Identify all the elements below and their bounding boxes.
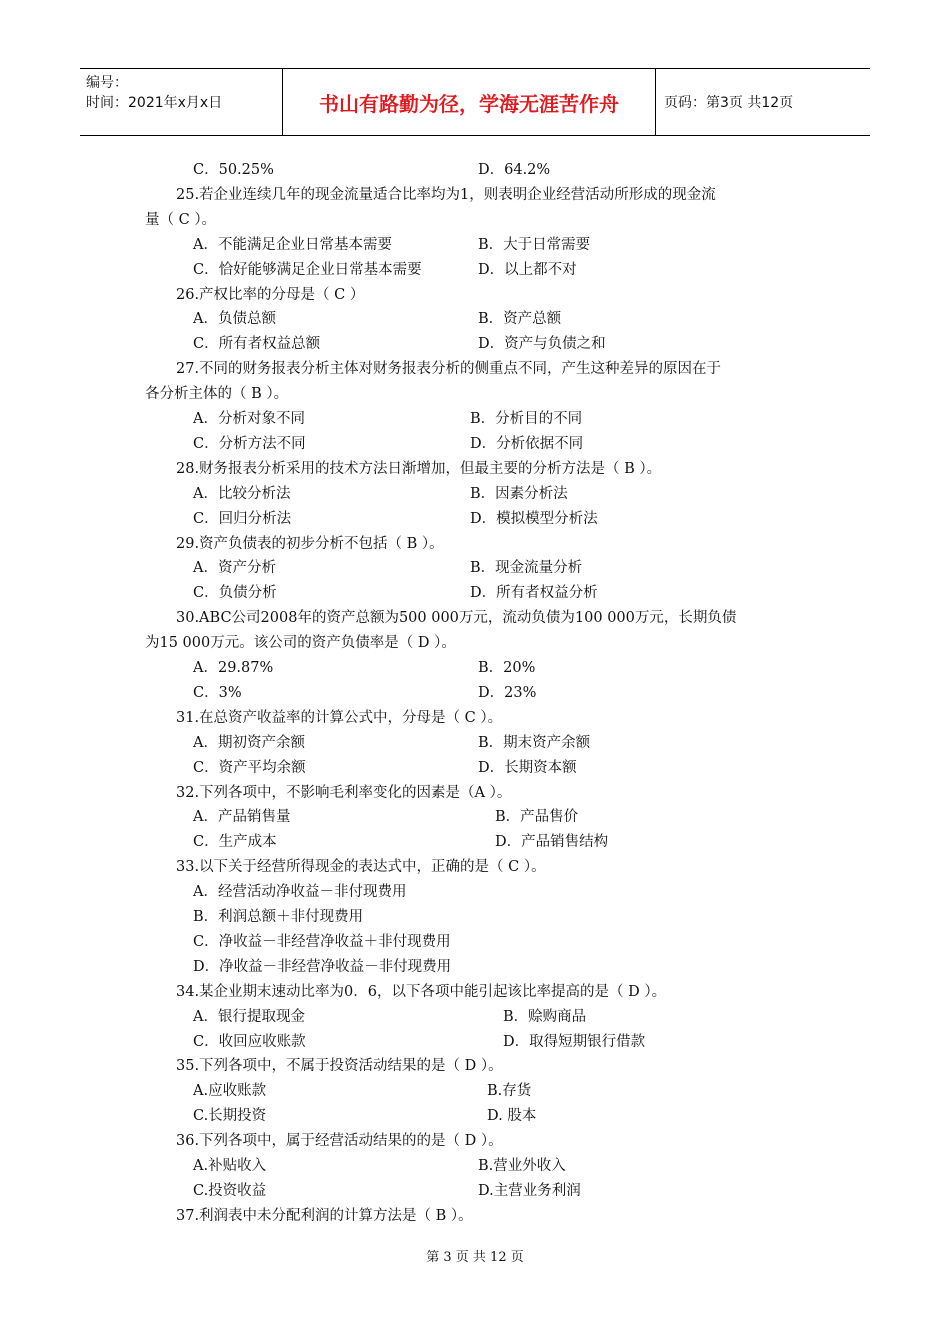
option-left: C.投资收益 <box>193 1182 267 1199</box>
option-right: B．赊购商品 <box>503 1008 587 1025</box>
option-right: D．资产与负债之和 <box>478 336 606 353</box>
option-right: B．分析目的不同 <box>470 411 583 427</box>
answer-options-row <box>0 1104 950 1129</box>
option-right: B．期末资产余额 <box>478 734 591 751</box>
option-left: C．所有者权益总额 <box>193 336 321 353</box>
answer-options-row <box>0 432 950 457</box>
document-date-label: 时间：2021年x月x日 <box>86 95 223 111</box>
answer-options-row <box>0 930 950 955</box>
option-left: A．银行提取现金 <box>193 1008 305 1025</box>
option-left: C.长期投资 <box>193 1108 267 1125</box>
option-right: B．大于日常需要 <box>478 236 591 253</box>
option-left: A．经营活动净收益－非付现费用 <box>193 884 407 901</box>
question-text: 36.下列各项中，属于经营活动结果的的是（ D ）。 <box>176 1133 503 1150</box>
answer-options-row <box>0 955 950 980</box>
option-right: D．模拟模型分析法 <box>470 510 598 527</box>
answer-options-row <box>0 407 950 432</box>
option-right: D．所有者权益分析 <box>470 585 598 602</box>
answer-options-row <box>0 581 950 606</box>
option-left: A．负债总额 <box>193 311 276 328</box>
answer-options-row <box>0 805 950 830</box>
option-left: C．回归分析法 <box>193 510 292 527</box>
question-text: 26.产权比率的分母是（ C ） <box>176 286 365 303</box>
question-text: 34.某企业期末速动比率为0．6，以下各项中能引起该比率提高的是（ D ）。 <box>176 983 667 1000</box>
answer-options-row <box>0 507 950 532</box>
question-text: 30.ABC公司2008年的资产总额为500 000万元，流动负债为100 000万元，长期负债 <box>176 610 737 627</box>
question-stem <box>0 283 950 308</box>
option-left: B．利润总额＋非付现费用 <box>193 909 364 925</box>
question-text: 32.下列各项中，不影响毛利率变化的因素是（A ）。 <box>176 784 512 801</box>
option-left: C．3% <box>193 684 242 701</box>
answer-options-row <box>0 1030 950 1055</box>
question-stem <box>0 1204 950 1229</box>
option-right: D．64.2% <box>478 162 551 178</box>
option-right: D. 股本 <box>487 1108 537 1125</box>
option-left: C．净收益－非经营净收益＋非付现费用 <box>193 933 451 950</box>
page-footer: 第 3 页 共 12 页 <box>426 1250 524 1265</box>
option-right: B.存货 <box>487 1083 532 1100</box>
option-left: A．产品销售量 <box>193 809 291 826</box>
header-meta <box>80 69 283 135</box>
question-stem <box>0 1129 950 1154</box>
option-right: D．取得短期银行借款 <box>503 1033 646 1050</box>
option-left: A．资产分析 <box>193 560 276 577</box>
question-stem <box>0 357 950 382</box>
answer-options-row <box>0 681 950 706</box>
option-left: A.补贴收入 <box>193 1158 267 1174</box>
question-continuation <box>0 631 950 656</box>
option-right: B．资产总额 <box>478 311 562 328</box>
question-stem <box>0 706 950 731</box>
option-right: D．长期资本额 <box>478 759 577 776</box>
question-text-continued: 为15 000万元。该公司的资产负债率是（ D ）。 <box>145 635 456 652</box>
option-left: A．不能满足企业日常基本需要 <box>193 236 392 253</box>
answer-options-row <box>0 656 950 681</box>
option-left: C．50.25% <box>193 162 274 178</box>
question-stem <box>0 606 950 631</box>
answer-options-row <box>0 1005 950 1030</box>
question-stem <box>0 1054 950 1079</box>
question-stem <box>0 457 950 482</box>
option-right: D．以上都不对 <box>478 261 577 278</box>
question-stem <box>0 183 950 208</box>
answer-options-row <box>0 307 950 332</box>
option-right: D.主营业务利润 <box>478 1182 581 1199</box>
question-text: 25.若企业连续几年的现金流量适合比率均为1，则表明企业经营活动所形成的现金流 <box>176 186 716 203</box>
question-text: 27.不同的财务报表分析主体对财务报表分析的侧重点不同，产生这种差异的原因在于 <box>176 361 722 378</box>
header-page-number: 页码：第3页 共12页 <box>664 95 794 111</box>
answer-options-row <box>0 731 950 756</box>
answer-options-row <box>0 880 950 905</box>
question-stem <box>0 781 950 806</box>
answer-options-row <box>0 556 950 581</box>
answer-options-row <box>0 482 950 507</box>
answer-options-row <box>0 1179 950 1204</box>
question-text-continued: 量（ C ）。 <box>145 211 217 228</box>
answer-options-row <box>0 1079 950 1104</box>
option-left: A．29.87% <box>193 660 274 676</box>
option-right: D．23% <box>478 684 537 701</box>
answer-options-row <box>0 756 950 781</box>
question-text: 29.资产负债表的初步分析不包括（ B ）。 <box>176 535 444 552</box>
answer-options-row <box>0 158 950 183</box>
option-left: C．负债分析 <box>193 585 277 602</box>
option-right: B．20% <box>478 660 536 676</box>
option-left: A．期初资产余额 <box>193 734 305 751</box>
option-left: A．比较分析法 <box>193 485 291 502</box>
option-right: B．因素分析法 <box>470 485 568 502</box>
option-right: B．现金流量分析 <box>470 560 583 577</box>
option-right: D．分析依据不同 <box>470 435 584 452</box>
option-left: A.应收账款 <box>193 1083 267 1100</box>
option-left: C．分析方法不同 <box>193 435 306 452</box>
question-text: 35.下列各项中，不属于投资活动结果的是（ D ）。 <box>176 1058 503 1075</box>
question-continuation <box>0 208 950 233</box>
question-text-continued: 各分析主体的（ B ）。 <box>145 386 289 403</box>
option-left: C．恰好能够满足企业日常基本需要 <box>193 261 422 278</box>
answer-options-row <box>0 1154 950 1179</box>
question-continuation <box>0 382 950 407</box>
question-text: 33.以下关于经营所得现金的表达式中，正确的是（ C ）。 <box>176 859 546 876</box>
answer-options-row <box>0 258 950 283</box>
question-stem <box>0 532 950 557</box>
answer-options-row <box>0 233 950 258</box>
option-left: D．净收益－非经营净收益－非付现费用 <box>193 958 452 975</box>
question-text: 28.财务报表分析采用的技术方法日渐增加，但最主要的分析方法是（ B ）。 <box>176 460 662 477</box>
option-right: B．产品售价 <box>495 809 579 826</box>
document-number-label: 编号： <box>86 75 128 91</box>
question-stem <box>0 980 950 1005</box>
page-header <box>80 68 870 136</box>
question-text: 31.在总资产收益率的计算公式中，分母是（ C ）。 <box>176 709 503 726</box>
option-left: C．生产成本 <box>193 834 277 851</box>
option-left: C．收回应收账款 <box>193 1033 306 1050</box>
question-stem <box>0 855 950 880</box>
option-left: A．分析对象不同 <box>193 411 305 427</box>
question-text: 37.利润表中未分配利润的计算方法是（ B ）。 <box>176 1207 473 1224</box>
option-right: B.营业外收入 <box>478 1158 566 1174</box>
answer-options-row <box>0 332 950 357</box>
header-motto: 书山有路勤为径，学海无涯苦作舟 <box>283 69 656 135</box>
option-left: C．资产平均余额 <box>193 759 306 776</box>
answer-options-row <box>0 905 950 930</box>
option-right: D．产品销售结构 <box>495 834 609 851</box>
answer-options-row <box>0 830 950 855</box>
